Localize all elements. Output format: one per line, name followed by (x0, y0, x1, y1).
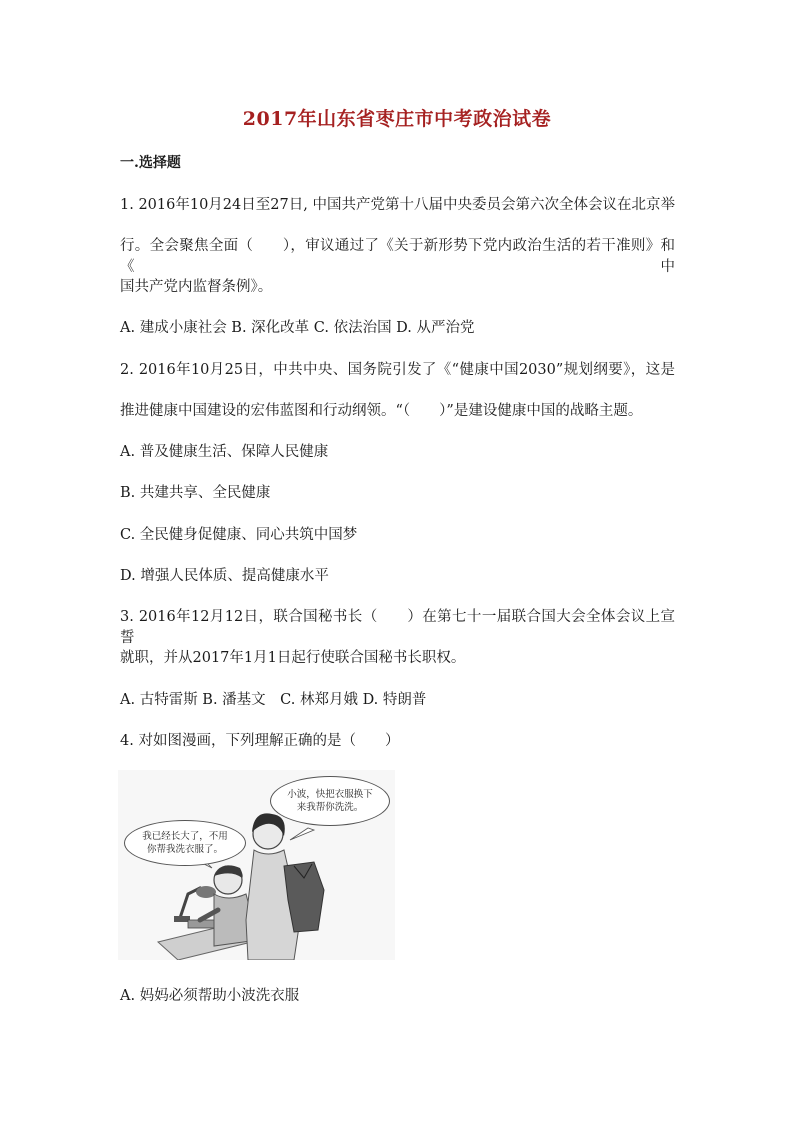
q2-option-d: D. 增强人民体质、提高健康水平 (120, 568, 329, 584)
q2-text-line-1: 2. 2016年10月25日，中共中央、国务院引发了《“健康中国2030”规划纲要》，这是 (120, 362, 675, 378)
q2-option-a: A. 普及健康生活、保障人民健康 (120, 444, 329, 460)
q2-option-c: C. 全民健身促健康、同心共筑中国梦 (120, 527, 358, 543)
q2-option-b: B. 共建共享、全民健康 (120, 485, 271, 501)
page-title: 2017年山东省枣庄市中考政治试卷 (242, 108, 552, 130)
q4-option-a: A. 妈妈必须帮助小波洗衣服 (120, 988, 300, 1004)
mom-speech-line-1: 小波，快把衣服换下 (287, 789, 373, 800)
q3-options: A. 古特雷斯 B. 潘基文 C. 林郑月娥 D. 特朗普 (120, 692, 427, 708)
q1-text-line-2: 行。全会聚焦全面（ ），审议通过了《关于新形势下党内政治生活的若干准则》和《中 (120, 238, 675, 275)
section-heading: 一.选择题 (120, 155, 181, 171)
q1-text-line-3: 国共产党内监督条例》。 (120, 279, 273, 295)
boy-speech-line-2: 你帮我洗衣服了。 (146, 844, 223, 855)
q1-options: A. 建成小康社会 B. 深化改革 C. 依法治国 D. 从严治党 (120, 320, 475, 336)
q3-text-line-1: 3. 2016年12月12日，联合国秘书长（ ）在第七十一届联合国大会全体会议上宣誓 (120, 609, 675, 646)
mom-speech-line-2: 来我帮你洗洗。 (296, 802, 364, 813)
q3-text-line-2: 就职，并从2017年1月1日起行使联合国秘书长职权。 (120, 650, 466, 666)
boy-speech-line-1: 我已经长大了，不用 (142, 831, 228, 842)
q2-text-line-2: 推进健康中国建设的宏伟蓝图和行动纲领。“（ ）”是建设健康中国的战略主题。 (120, 403, 643, 419)
mom-speech-bubble (270, 776, 390, 826)
boy-speech-bubble (124, 820, 246, 866)
comic-illustration (118, 770, 395, 960)
q4-text-line-1: 4. 对如图漫画，下列理解正确的是（ ） (120, 733, 400, 749)
q1-text-line-1: 1. 2016年10月24日至27日, 中国共产党第十八届中央委员会第六次全体会议在北京举 (120, 197, 675, 213)
